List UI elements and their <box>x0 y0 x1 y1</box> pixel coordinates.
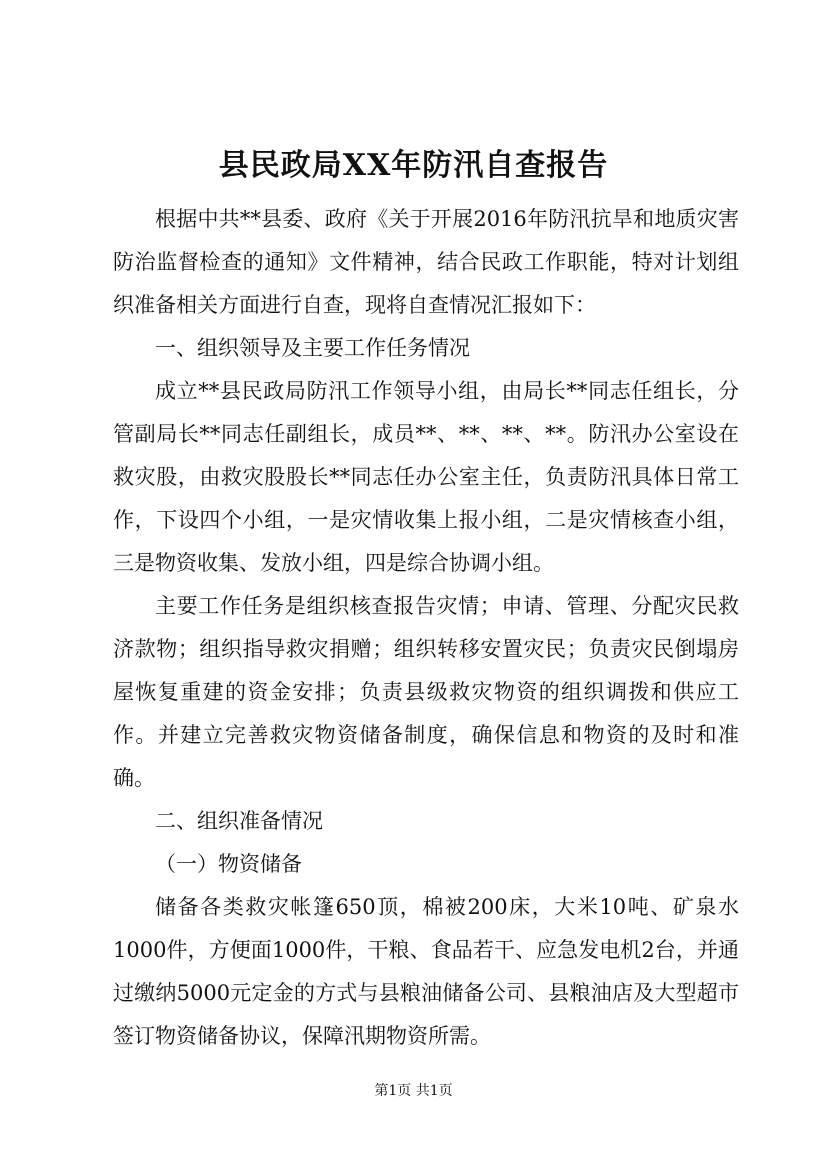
subsection-heading-materials: （一）物资储备 <box>155 852 302 876</box>
document-title: 县民政局XX年防汛自查报告 <box>218 148 609 183</box>
paragraph-intro: 根据中共**县委、政府《关于开展2016年防汛抗旱和地质灾害防治监督检查的通知》文件精神，结合民政工作职能，特对计划组织准备相关方面进行自查，现将自查情况汇报如下： <box>113 207 739 317</box>
paragraph-materials: 储备各类救灾帐篷650顶，棉被200床，大米10吨、矿泉水1000件，方便面1000件，干粮、食品若干、应急发电机2台，并通过缴纳5000元定金的方式与县粮油储备公司、县粮油店及大型超市签订物资储备协议，保障汛期物资所需。 <box>113 895 739 1048</box>
section-heading-2: 二、组织准备情况 <box>155 809 323 833</box>
section-heading-1: 一、组织领导及主要工作任务情况 <box>155 336 470 360</box>
paragraph-tasks: 主要工作任务是组织核查报告灾情；申请、管理、分配灾民救济款物；组织指导救灾捐赠；组织转移安置灾民；负责灾民倒塌房屋恢复重建的资金安排；负责县级救灾物资的组织调拨和供应工作。并建立完善救灾物资储备制度，确保信息和物资的及时和准确。 <box>113 594 739 790</box>
document-body <box>113 198 739 1058</box>
paragraph-leadership: 成立**县民政局防汛工作领导小组，由局长**同志任组长，分管副局长**同志任副组长，成员**、**、**、**。防汛办公室设在救灾股，由救灾股股长**同志任办公室主任，负责防汛具体日常工作，下设四个小组，一是灾情收集上报小组，二是灾情核查小组，三是物资收集、发放小组，四是综合协调小组。 <box>113 379 739 575</box>
page-footer: 第1页 共1页 <box>374 1083 453 1099</box>
